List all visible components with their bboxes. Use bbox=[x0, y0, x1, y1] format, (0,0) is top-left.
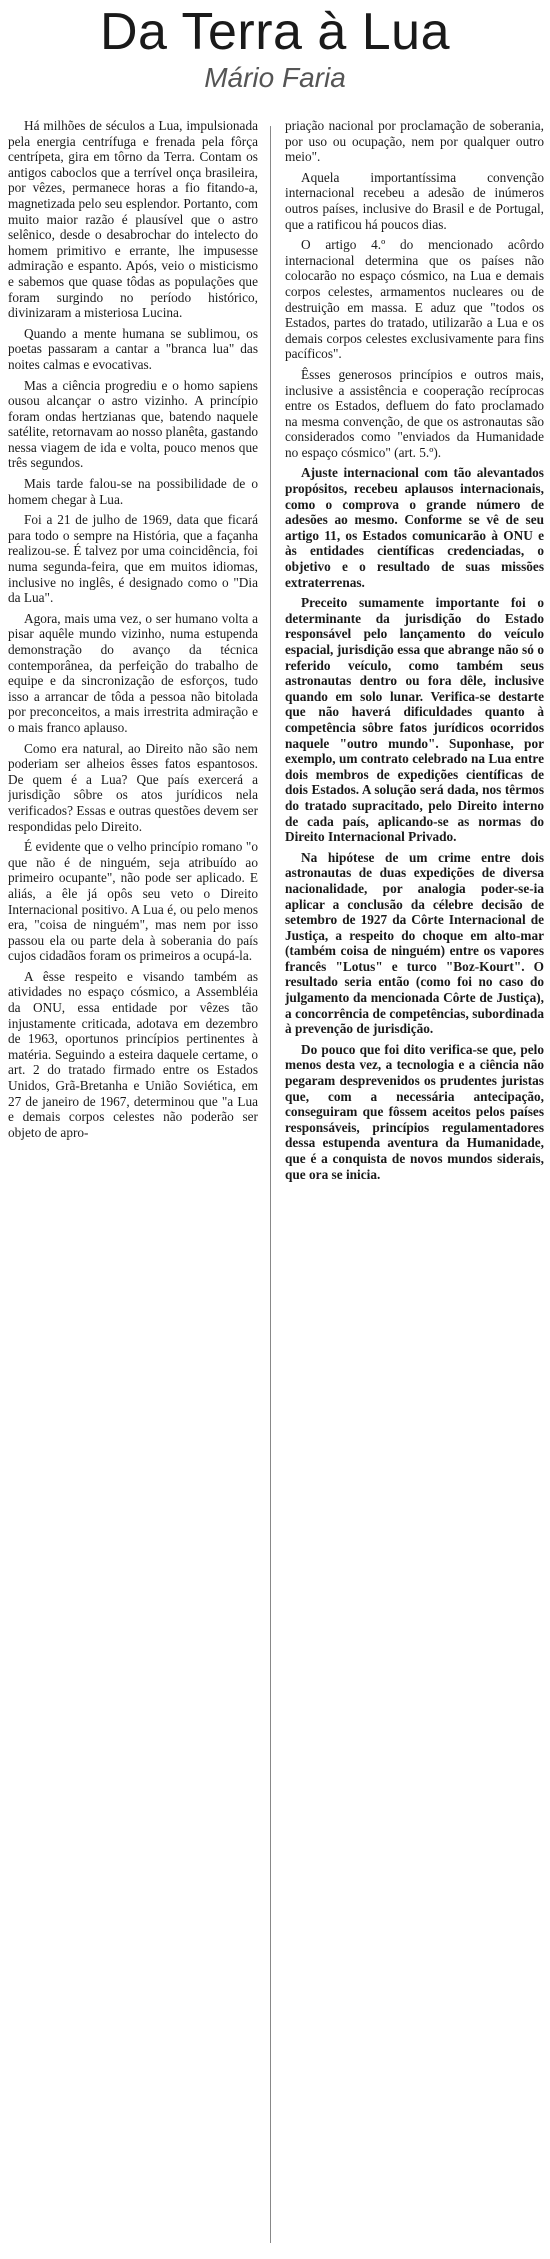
article-author: Mário Faria bbox=[204, 62, 346, 93]
paragraph: Mas a ciência progrediu e o homo sapiens ousou alcançar o astro vizinho. A princípio foram ondas hertzianas que, batendo naquele satélite, retornavam ao nosso planêta, gastando nessa viagem de ida e volta, pouco menos que três segundos. bbox=[8, 377, 258, 471]
paragraph: Ajuste internacional com tão alevantados propósitos, recebeu aplausos internacionais, como o comprova o grande número de adesões ao mesmo. Conforme se vê de seu artigo 11, os Estados comunicarão à ONU e às entidades científicas credenciadas, o objetivo e o resultado de suas missões extraterrenas. bbox=[285, 465, 544, 590]
paragraph: Do pouco que foi dito verifica-se que, pelo menos desta vez, a tecnologia e a ciência não pegaram desprevenidos os prudentes juristas que, com a necessária antecipação, conseguiram que fôssem aceitos pelos países responsáveis, princípios regulamentadores dessa estupenda aventura da Humanidade, que é a conquista de novos mundos siderais, que ora se inicia. bbox=[285, 1041, 544, 1182]
paragraph: Preceito sumamente importante foi o determinante da jurisdição do Estado responsável pelo lançamento do veículo espacial, jurisdição essa que abrange não só o referido veículo, como também seus astronautas dentro ou fora dêle, inclusive quando em solo lunar. Verifica-se destarte que não haverá dificuldades quanto à competência sôbre fatos jurídicos ocorridos naquele "outro mundo". Suponhase, por exemplo, um contrato celebrado na Lua entre dois membros de expedições científicas de dois Estados. A solução será dada, nos têrmos do tratado supracitado, pelo Direito interno de cada país, aplicando-se as normas do Direito Internacional Privado. bbox=[285, 595, 544, 845]
paragraph: Como era natural, ao Direito não são nem poderiam ser alheios êsses fatos espantosos. De quem é a Lua? Que país exercerá a jurisdição sôbre os atos jurídicos nela verificados? Essas e outras questões devem ser respondidas pelo Direito. bbox=[8, 740, 258, 834]
paragraph: Êsses generosos princípios e outros mais, inclusive a assistência e cooperação recíprocas entre os Estados, defluem do fato proclamado na mesma convenção, de que os astronautas são considerados como "enviados da Humanidade no espaço cósmico" (art. 5.º). bbox=[285, 366, 544, 460]
paragraph: Mais tarde falou-se na possibilidade de o homem chegar à Lua. bbox=[8, 476, 258, 507]
paragraph: É evidente que o velho princípio romano "o que não é de ninguém, seja atribuído ao primeiro ocupante", não pode ser aplicado. E aliás, a êle já opôs seu veto o Direito Internacional positivo. A Lua é, ou pelo menos era, "coisa de ninguém", mas nem por isso passou ela ou parte dela à soberania do país cujos cidadãos foram os primeiros a ocupá-la. bbox=[8, 839, 258, 964]
paragraph: Foi a 21 de julho de 1969, data que ficará para todo o sempre na História, que a façanha realizou-se. É talvez por uma coincidência, foi numa segunda-feira, que em muitos idiomas, inclusive no inglês, é designado como o "Dia da Lua". bbox=[8, 512, 258, 606]
paragraph: Aquela importantíssima convenção internacional recebeu a adesão de inúmeros outros países, inclusive do Brasil e de Portugal, que a ratificou há poucos dias. bbox=[285, 169, 544, 232]
paragraph: Há milhões de séculos a Lua, impulsionada pela energia centrífuga e frenada pela fôrça centrípeta, gira em tôrno da Terra. Contam os antigos caboclos que a terrível onça brasileira, por vêzes, permanece horas a fio fitando-a, magnetizada pelo seu esplendor. Portanto, com muito maior razão é plausível que o astro selênico, desde o desabrochar do intelecto do homem primitivo e errante, lhe impusesse admiração e espanto. Após, veio o misticismo e sabemos que quase tôdas as populações que foram surgindo no período histórico, divinizaram a misteriosa Lucina. bbox=[8, 118, 258, 321]
paragraph: O artigo 4.º do mencionado acôrdo internacional determina que os países não colocarão no espaço cósmico, na Lua e demais corpos celestes, armamentos nucleares ou de destruição em massa. E aduz que "todos os Estados, partes do tratado, utilizarão a Lua e os demais corpos celestes exclusivamente para fins pacíficos". bbox=[285, 237, 544, 362]
right-column bbox=[285, 118, 544, 2253]
paragraph: Na hipótese de um crime entre dois astronautas de duas expedições de diversa nacionalidade, por analogia poder-se-ia aplicar a conclusão da célebre decisão de setembro de 1927 da Côrte Internacional de Justiça, a respeito do choque em alto-mar (também coisa de ninguém) entre os vapores francês "Lotus" e turco "Boz-Kourt". O resultado seria então (como foi no caso do julgamento da mencionada Côrte de Justiça), a concorrência de competências, subordinada à prevenção de jurisdição. bbox=[285, 849, 544, 1037]
paragraph: A êsse respeito e visando também as atividades no espaço cósmico, a Assembléia da ONU, essa entidade por vêzes tão injustamente criticada, adotava em dezembro de 1963, oportunos princípios pertinentes à matéria. Seguindo a esteira daquele certame, o art. 2 do tratado firmado entre os Estados Unidos, Grã-Bretanha e União Soviética, em 27 de janeiro de 1967, determinou que "a Lua e demais corpos celestes não poderão ser objeto de apro- bbox=[8, 968, 258, 1140]
article-body bbox=[0, 118, 550, 2253]
paragraph: Quando a mente humana se sublimou, os poetas passaram a cantar a "branca lua" das noites calmas e evocativas. bbox=[8, 325, 258, 372]
left-column bbox=[8, 118, 258, 2253]
article-title: Da Terra à Lua bbox=[99, 3, 451, 61]
article-header bbox=[0, 0, 550, 112]
paragraph: Agora, mais uma vez, o ser humano volta a pisar aquêle mundo vizinho, numa estupenda demonstração do avanço da técnica contemporânea, da perfeição do trabalho de equipe e da sincronização de esforços, tudo isso a arrancar de tôda a pessoa não bitolada por preconceitos, a mais irrestrita admiração e o mais franco aplauso. bbox=[8, 610, 258, 735]
paragraph: priação nacional por proclamação de soberania, por uso ou ocupação, nem por qualquer outro meio". bbox=[285, 118, 544, 165]
column-divider bbox=[270, 126, 271, 2243]
